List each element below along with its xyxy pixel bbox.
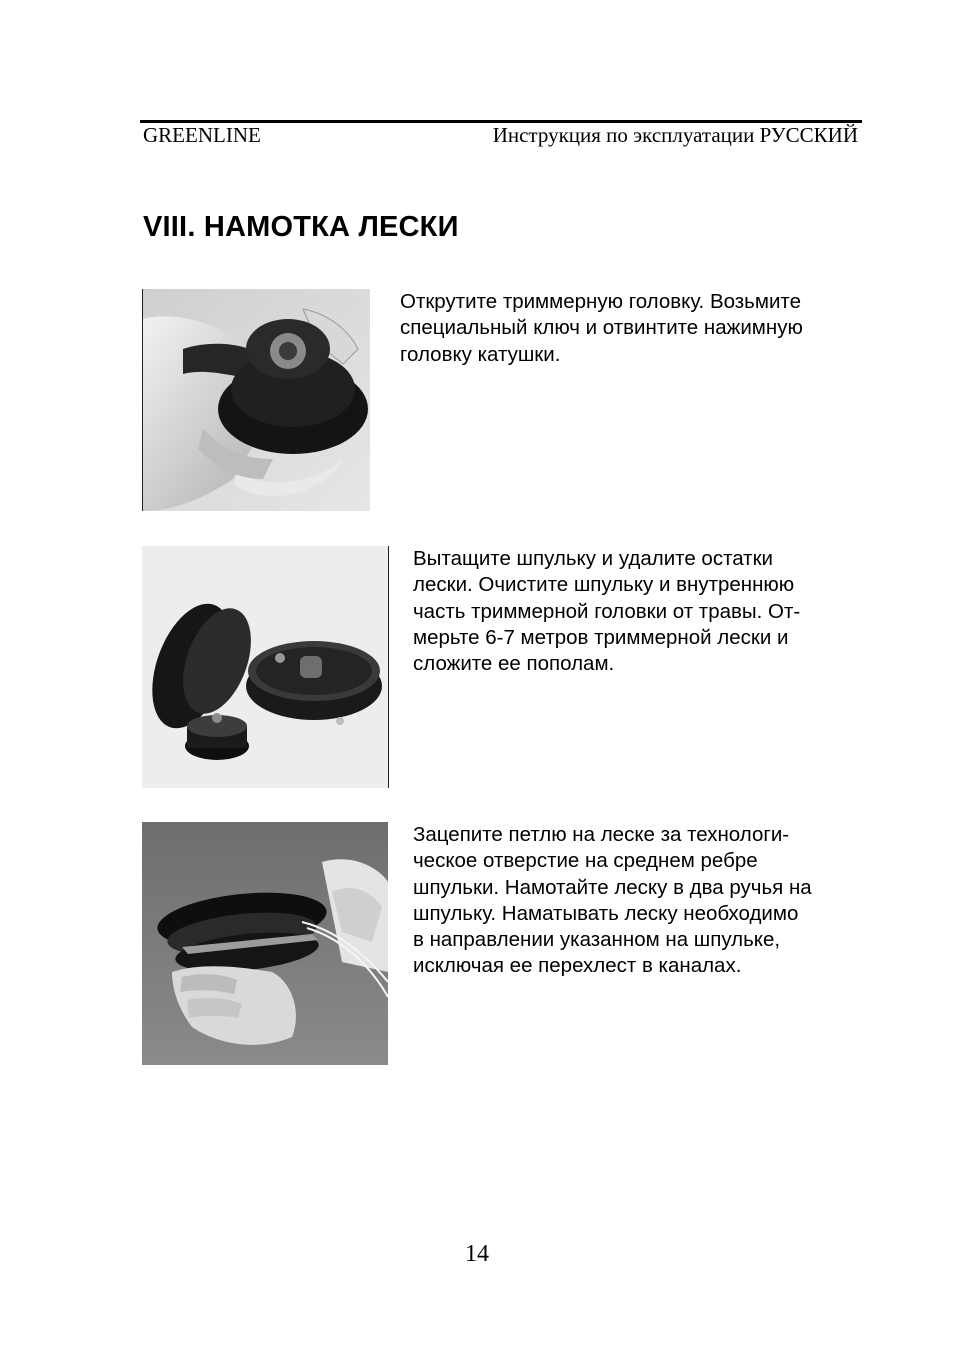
step-2-line: лески. Очистите шпульку и внутреннюю [413,573,795,597]
manual-subtitle: Инструкция по эксплуатации РУССКИЙ [492,123,858,147]
step-3-line: в направлении указанном на шпульке, [413,928,781,952]
photo-unscrew-head [142,289,370,511]
step-1-text [400,289,803,368]
brand-name: GREENLINE [143,123,261,147]
step-2-line: мерьте 6-7 метров триммерной лески и [413,625,789,649]
step-1-line: Открутите триммерную головку. Возьмите [400,290,801,313]
step-3-line: шпульки. Намотайте леску в два ручья на [413,875,812,899]
step-3-line: Зацепите петлю на леске за технологи- [413,823,790,846]
step-2-line: Вытащите шпульку и удалите остатки [413,547,773,570]
step-2-text [413,546,800,677]
step-2-line: сложите ее пополам. [413,652,615,676]
step-1-line: головку катушки. [400,342,561,366]
section-title: VIII. НАМОТКА ЛЕСКИ [143,211,459,243]
photo-wind-line [142,822,388,1065]
step-1-line: специальный ключ и отвинтите нажимную [400,316,803,340]
step-3-text [413,822,812,980]
page-number: 14 [465,1241,489,1267]
step-2-line: часть триммерной головки от травы. От- [413,599,801,623]
photo-remove-spool [142,546,389,788]
step-3-line: исключая ее перехлест в каналах. [413,954,742,978]
step-3-line: ческое отверстие на среднем ребре [413,849,758,873]
step-3-line: шпульку. Наматывать леску необходимо [413,901,799,925]
